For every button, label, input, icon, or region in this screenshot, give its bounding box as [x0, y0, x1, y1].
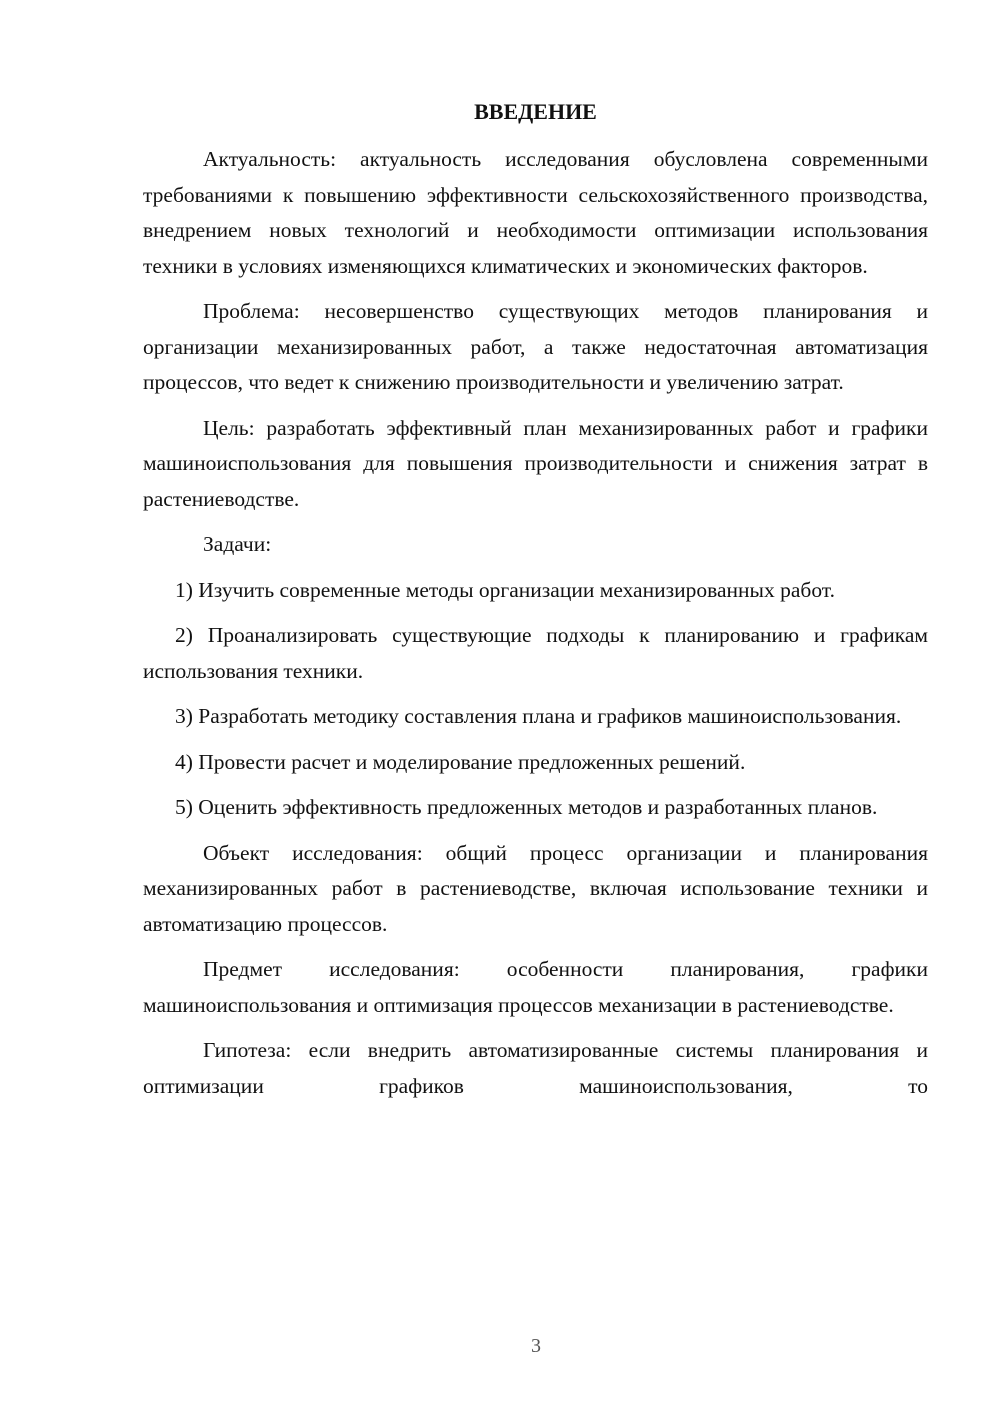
paragraph-hypothesis: Гипотеза: если внедрить автоматизированные системы планирования и оптимизации графиков машиноиспользования, то: [143, 1038, 928, 1098]
paragraph-object: Объект исследования: общий процесс организации и планирования механизированных работ в растениеводстве, включая использование техники и автоматизацию процессов.: [143, 840, 928, 936]
task-item: 4) Провести расчет и моделирование предложенных решений.: [175, 749, 746, 774]
paragraph-relevance: Актуальность: актуальность исследования обусловлена современными требованиями к повышению эффективности сельскохозяйственного производства, внедрением новых технологий и необходимости оптимизации использования техники в условиях изменяющихся климатических и экономических факторов.: [143, 147, 928, 278]
task-item: 1) Изучить современные методы организации механизированных работ.: [175, 577, 835, 602]
document-body: [143, 142, 928, 1114]
page-title: ВВЕДЕНИЕ: [474, 99, 597, 124]
page-number: 3: [531, 1335, 541, 1357]
paragraph-subject: Предмет исследования: особенности планирования, графики машиноиспользования и оптимизация процессов механизации в растениеводстве.: [143, 957, 928, 1017]
task-item: 5) Оценить эффективность предложенных методов и разработанных планов.: [175, 795, 878, 819]
task-item: 2) Проанализировать существующие подходы к планированию и графикам использования техники.: [143, 623, 928, 683]
task-item: 3) Разработать методику составления плана и графиков машиноиспользования.: [175, 704, 902, 728]
paragraph-goal: Цель: разработать эффективный план механизированных работ и графики машиноиспользования для повышения производительности и снижения затрат в растениеводстве.: [143, 415, 928, 511]
paragraph-problem: Проблема: несовершенство существующих методов планирования и организации механизированных работ, а также недостаточная автоматизация процессов, что ведет к снижению производительности и увеличению затрат.: [143, 299, 928, 394]
paragraph-tasks-heading: Задачи:: [203, 532, 272, 556]
